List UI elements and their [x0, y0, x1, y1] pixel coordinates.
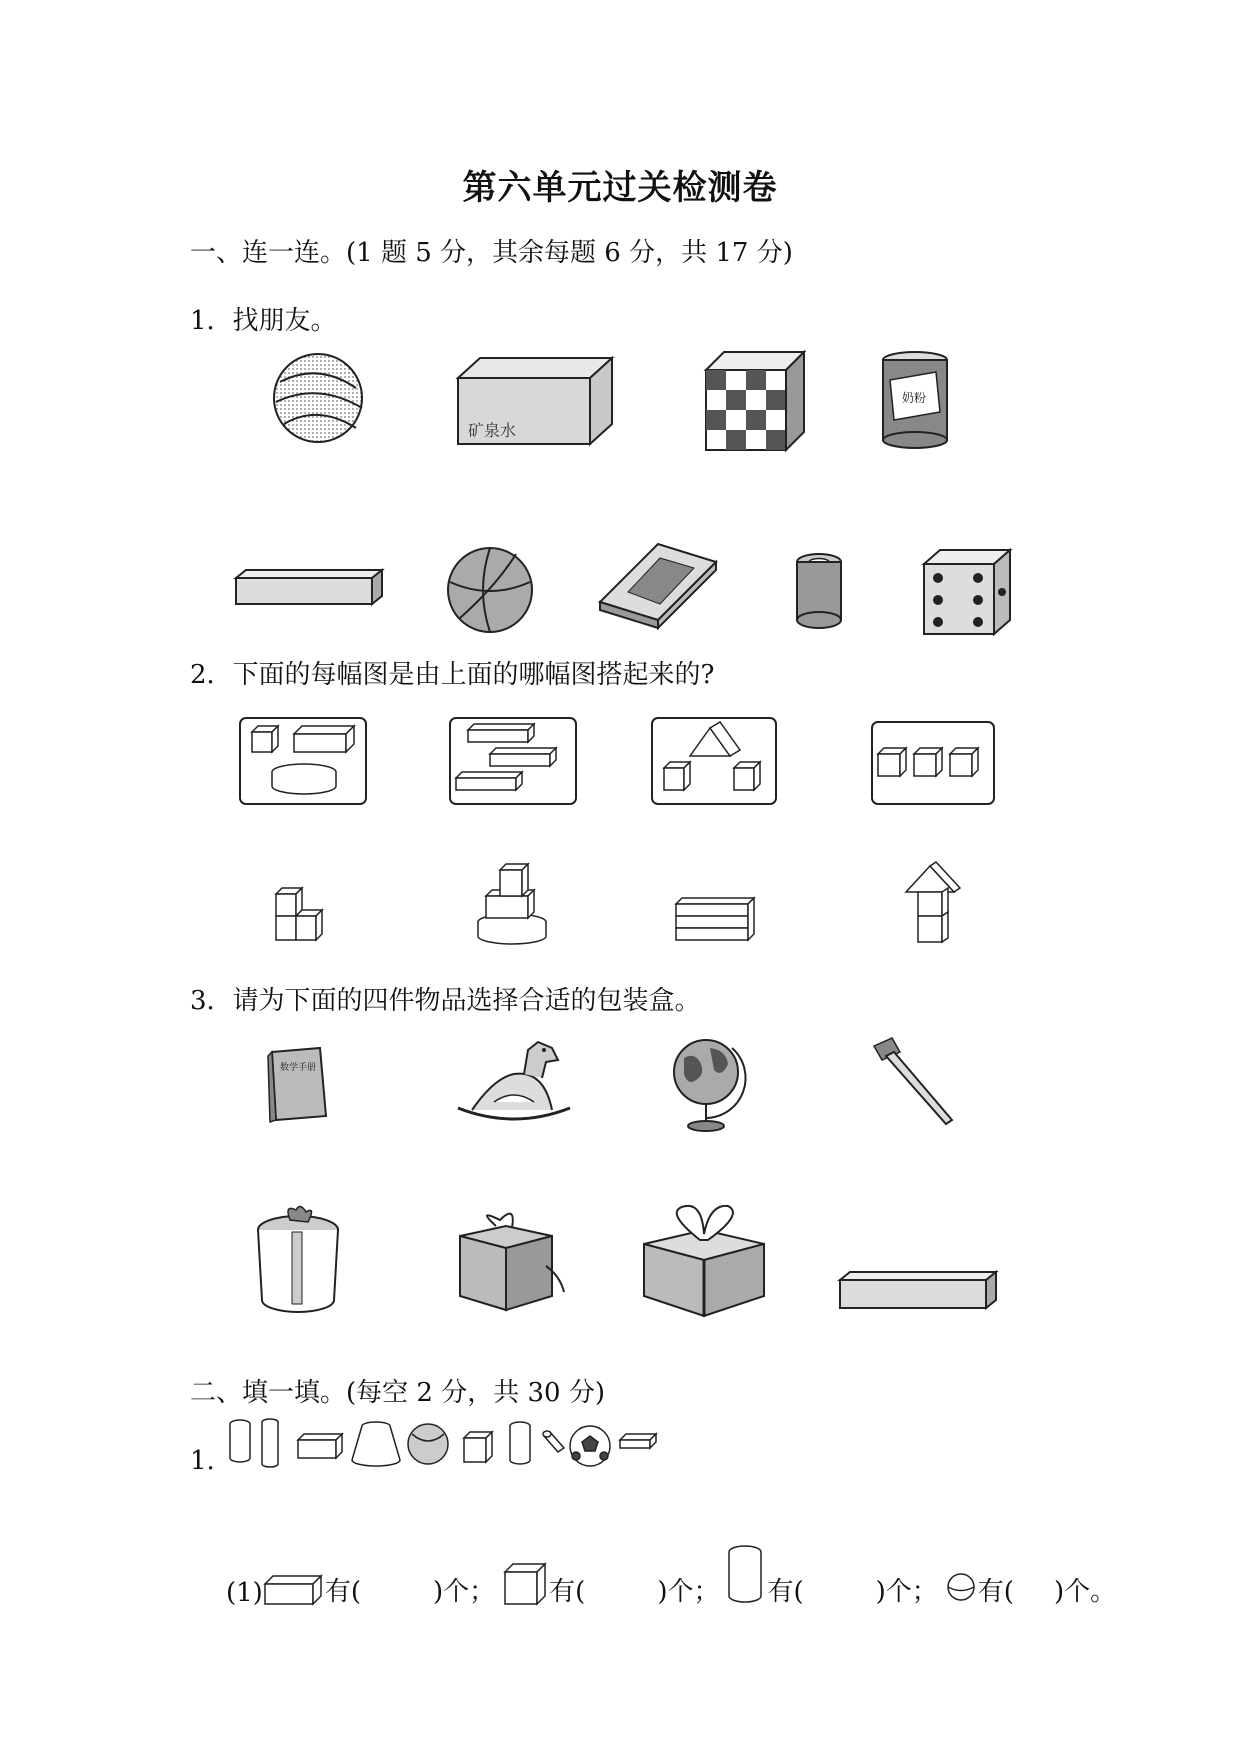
- section2-sub1: [226, 1544, 1116, 1608]
- l-shape-cubes[interactable]: [274, 886, 334, 944]
- shape-soccer-ball: [570, 1426, 610, 1466]
- three-cuboids-set[interactable]: [448, 716, 578, 806]
- section1-heading: 一、连一连。(1 题 5 分，其余每题 6 分，共 17 分): [190, 238, 793, 268]
- shapes-row: [228, 1418, 680, 1470]
- sub1-prefix: (1): [226, 1578, 263, 1608]
- toothbrush-icon[interactable]: [870, 1036, 954, 1132]
- shape-cuboid: [298, 1434, 342, 1458]
- q3-label: 3．请为下面的四件物品选择合适的包装盒。: [190, 986, 701, 1016]
- book-box-icon[interactable]: [598, 540, 718, 630]
- shape-flat-cuboid: [620, 1434, 656, 1448]
- long-box-icon-2[interactable]: [838, 1270, 998, 1312]
- have-label-2: 有(: [549, 1577, 586, 1607]
- page-title: 第六单元过关检测卷: [462, 168, 778, 208]
- ge-label-1: )个；: [433, 1577, 496, 1607]
- cylinder-tower[interactable]: [474, 860, 554, 948]
- ge-label-2: )个；: [657, 1577, 720, 1607]
- shape-cylinder-3: [510, 1422, 530, 1464]
- round-gift-box-icon[interactable]: [254, 1200, 344, 1318]
- cube-gift-box-icon[interactable]: [456, 1206, 568, 1314]
- three-cubes-set[interactable]: [870, 720, 996, 806]
- globe-icon[interactable]: [670, 1034, 740, 1132]
- cube-cuboid-cylinder-set[interactable]: [238, 716, 368, 806]
- milk-can-label: 奶粉: [902, 391, 927, 405]
- ge-label-3: )个；: [875, 1577, 938, 1607]
- shape-small-cylinder: [543, 1431, 564, 1452]
- long-box-icon[interactable]: [234, 568, 384, 608]
- book-icon[interactable]: [266, 1046, 330, 1122]
- prism-two-cubes-set[interactable]: [650, 716, 778, 806]
- water-box-icon[interactable]: [456, 356, 616, 448]
- q1-label: 1．找朋友。: [190, 306, 337, 336]
- book-label: 数学手册: [280, 1063, 317, 1073]
- stacked-slabs[interactable]: [674, 896, 758, 944]
- cylinder-icon: [727, 1544, 767, 1606]
- shape-cylinder-2: [262, 1419, 278, 1467]
- flat-gift-box-icon[interactable]: [640, 1200, 768, 1320]
- ball-icon[interactable]: [272, 352, 368, 448]
- milk-can-icon[interactable]: [880, 350, 950, 450]
- cuboid-icon: [263, 1572, 323, 1606]
- dice-icon[interactable]: [922, 548, 1012, 638]
- have-label-1: 有(: [324, 1577, 361, 1607]
- rocking-horse-icon[interactable]: [454, 1038, 574, 1126]
- section2-heading: 二、填一填。(每空 2 分，共 30 分): [190, 1378, 605, 1408]
- shape-cylinder-1: [230, 1420, 250, 1462]
- cube-icon: [503, 1562, 547, 1606]
- shape-ball: [408, 1424, 448, 1464]
- section2-q1-number: 1.: [190, 1446, 215, 1476]
- sphere-icon: [946, 1572, 978, 1604]
- have-label-3: 有(: [767, 1577, 804, 1607]
- ge-label-4: )个。: [1053, 1577, 1117, 1607]
- volleyball-icon[interactable]: [446, 546, 536, 636]
- tape-roll-icon[interactable]: [794, 552, 844, 630]
- q2-label: 2．下面的每幅图是由上面的哪幅图搭起来的?: [190, 660, 715, 690]
- house-arrow[interactable]: [904, 862, 964, 948]
- shape-cube: [464, 1432, 492, 1462]
- rubik-cube-icon[interactable]: [704, 350, 806, 452]
- shape-frustum: [352, 1422, 400, 1466]
- water-box-label: 矿泉水: [468, 421, 517, 440]
- have-label-4: 有(: [977, 1577, 1014, 1607]
